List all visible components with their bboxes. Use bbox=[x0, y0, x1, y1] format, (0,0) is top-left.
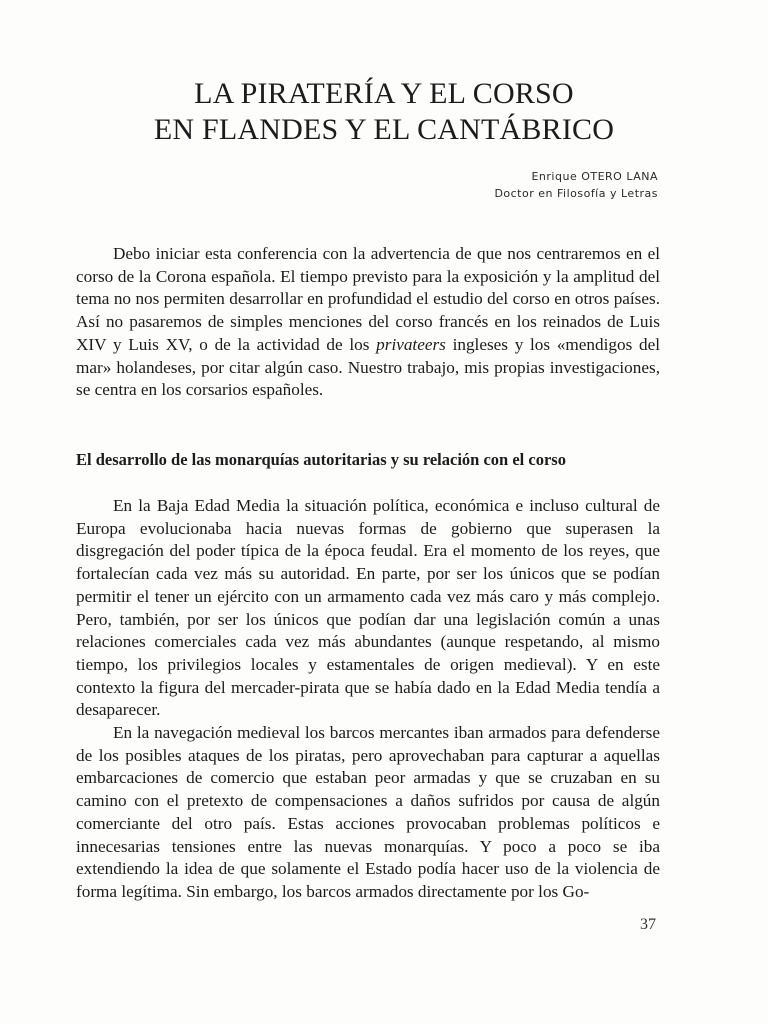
page-number: 37 bbox=[640, 916, 656, 933]
intro-paragraph bbox=[76, 243, 660, 402]
author-name: Enrique OTERO LANA bbox=[531, 170, 658, 183]
title-line-2: EN FLANDES Y EL CANTÁBRICO bbox=[153, 113, 615, 146]
intro-section bbox=[76, 243, 660, 402]
title-line-1: LA PIRATERÍA Y EL CORSO bbox=[194, 77, 574, 110]
intro-text-before: Debo iniciar esta conferencia con la advertencia de que nos centraremos en el corso de la Corona española. El tiempo previsto para la exposición y la amplitud del tema no nos permiten desarrollar en profundidad el estudio del corso en otros países. Así no pasaremos de simples menciones del corso francés en los reinados de Luis XIV y Luis XV, o de la actividad de los bbox=[76, 244, 660, 354]
body-section bbox=[76, 495, 660, 904]
intro-text-after: ingleses y los «mendigos del mar» holandeses, por citar algún caso. Nuestro trabajo, mis propias investigaciones, se centra en los corsarios españoles. bbox=[76, 334, 660, 400]
document-title bbox=[0, 76, 768, 148]
author-block bbox=[494, 168, 658, 202]
intro-italic-term: privateers bbox=[376, 334, 446, 354]
section-heading: El desarrollo de las monarquías autoritarias y su relación con el corso bbox=[76, 450, 566, 469]
author-role: Doctor en Filosofía y Letras bbox=[494, 187, 658, 200]
body-paragraph-2: En la navegación medieval los barcos mercantes iban armados para defenderse de los posibles ataques de los piratas, pero aprovechaban para capturar a aquellas embarcaciones de comercio que estaban peor armadas y que se cruzaban en su camino con el pretexto de compensaciones a daños sufridos por causa de algún comerciante del otro país. Estas acciones provocaban problemas políticos e innecesarias tensiones entre las nuevas monarquías. Y poco a poco se iba extendiendo la idea de que solamente el Estado podía hacer uso de la violencia de forma legítima. Sin embargo, los barcos armados directamente por los Go- bbox=[76, 723, 660, 901]
body-paragraph-1: En la Baja Edad Media la situación política, económica e incluso cultural de Europa evolucionaba hacia nuevas formas de gobierno que superasen la disgregación del poder típica de la época feudal. Era el momento de los reyes, que fortalecían cada vez más su autoridad. En parte, por ser los únicos que se podían permitir el tener un ejército con un armamento cada vez más caro y más complejo. Pero, también, por ser los únicos que podían dar una legislación común a unas relaciones comerciales cada vez más abundantes (aunque respetando, al mismo tiempo, los privilegios locales y estamentales de origen medieval). Y en este contexto la figura del mercader-pirata que se había dado en la Edad Media tendía a desaparecer. bbox=[76, 496, 660, 720]
